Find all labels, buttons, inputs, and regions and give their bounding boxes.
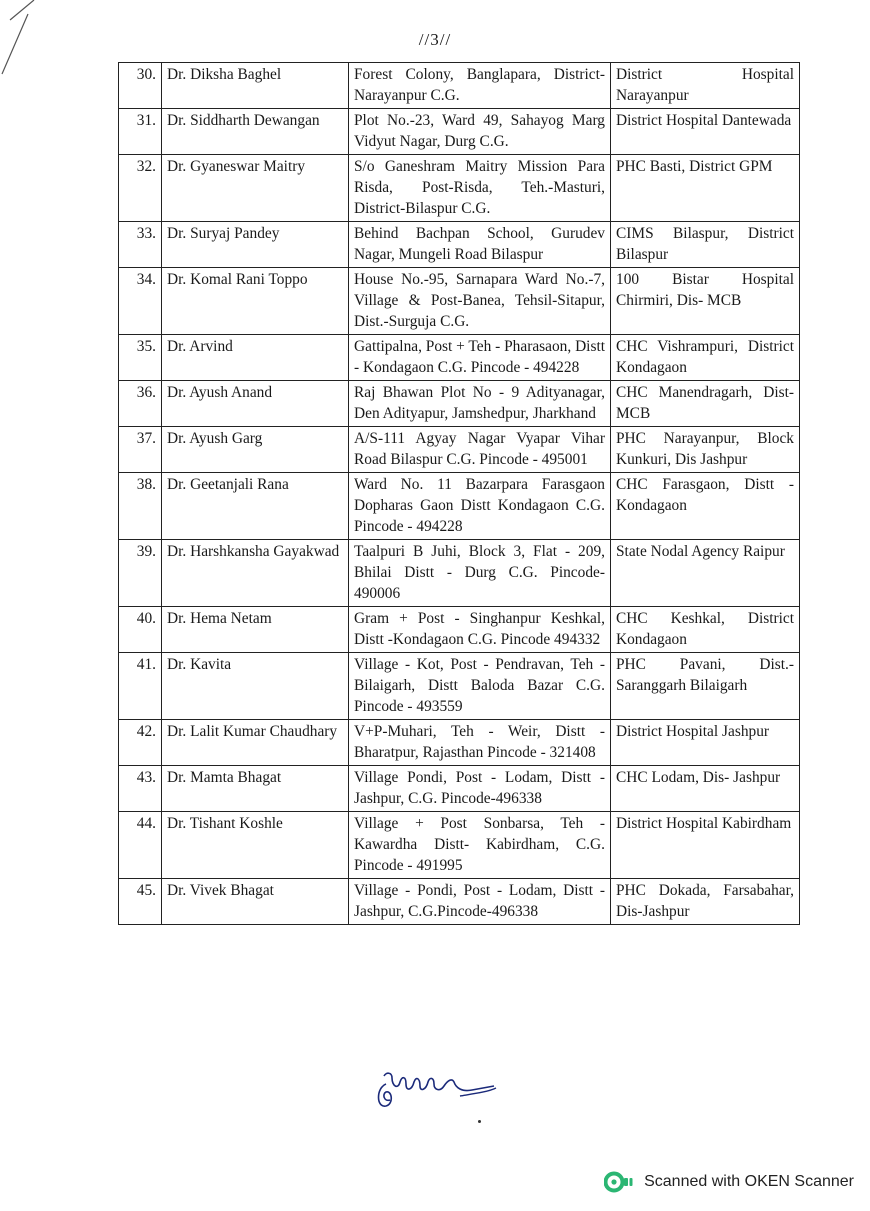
posting-place-cell: PHC Pavani, Dist.- Saranggarh Bilaigarh — [611, 653, 800, 720]
table-row — [119, 109, 800, 155]
table-row — [119, 268, 800, 335]
serial-number-cell: 44. — [119, 812, 162, 879]
doctor-posting-table — [118, 62, 800, 925]
doctor-name-cell: Dr. Vivek Bhagat — [162, 879, 349, 925]
ink-speck — [478, 1120, 481, 1123]
posting-place-cell: CHC Farasgaon, Distt - Kondagaon — [611, 473, 800, 540]
oken-scanner-logo-icon — [604, 1171, 634, 1193]
doctor-name-cell: Dr. Siddharth Dewangan — [162, 109, 349, 155]
posting-place-cell: CHC Keshkal, District Kondagaon — [611, 607, 800, 653]
doctor-name-cell: Dr. Arvind — [162, 335, 349, 381]
address-cell: V+P-Muhari, Teh - Weir, Distt - Bharatpur, Rajasthan Pincode - 321408 — [349, 720, 611, 766]
table-row — [119, 222, 800, 268]
serial-number-cell: 38. — [119, 473, 162, 540]
serial-number-cell: 33. — [119, 222, 162, 268]
doctor-name-cell: Dr. Suryaj Pandey — [162, 222, 349, 268]
doctor-name-cell: Dr. Gyaneswar Maitry — [162, 155, 349, 222]
serial-number-cell: 39. — [119, 540, 162, 607]
doctor-name-cell: Dr. Lalit Kumar Chaudhary — [162, 720, 349, 766]
table-row — [119, 473, 800, 540]
posting-place-cell: District Hospital Narayanpur — [611, 63, 800, 109]
address-cell: S/o Ganeshram Maitry Mission Para Risda, Post-Risda, Teh.-Masturi, District-Bilaspur C.G. — [349, 155, 611, 222]
posting-place-cell: CIMS Bilaspur, District Bilaspur — [611, 222, 800, 268]
doctor-name-cell: Dr. Diksha Baghel — [162, 63, 349, 109]
serial-number-cell: 43. — [119, 766, 162, 812]
table-row — [119, 155, 800, 222]
doctor-name-cell: Dr. Ayush Garg — [162, 427, 349, 473]
posting-place-cell: CHC Vishrampuri, District Kondagaon — [611, 335, 800, 381]
scanner-watermark-text: Scanned with OKEN Scanner — [644, 1173, 854, 1190]
posting-place-cell: District Hospital Dantewada — [611, 109, 800, 155]
doctor-name-cell: Dr. Harshkansha Gayakwad — [162, 540, 349, 607]
address-cell: Gattipalna, Post + Teh - Pharasaon, Distt - Kondagaon C.G. Pincode - 494228 — [349, 335, 611, 381]
serial-number-cell: 35. — [119, 335, 162, 381]
table-row — [119, 653, 800, 720]
serial-number-cell: 31. — [119, 109, 162, 155]
posting-place-cell: CHC Lodam, Dis- Jashpur — [611, 766, 800, 812]
address-cell: Village + Post Sonbarsa, Teh - Kawardha Distt- Kabirdham, C.G. Pincode - 491995 — [349, 812, 611, 879]
address-cell: Ward No. 11 Bazarpara Farasgaon Dopharas Gaon Distt Kondagaon C.G. Pincode - 494228 — [349, 473, 611, 540]
serial-number-cell: 36. — [119, 381, 162, 427]
posting-place-cell: CHC Manendragarh, Dist- MCB — [611, 381, 800, 427]
serial-number-cell: 30. — [119, 63, 162, 109]
posting-place-cell: PHC Dokada, Farsabahar, Dis-Jashpur — [611, 879, 800, 925]
posting-place-cell: District Hospital Kabirdham — [611, 812, 800, 879]
doctor-name-cell: Dr. Tishant Koshle — [162, 812, 349, 879]
doctor-name-cell: Dr. Ayush Anand — [162, 381, 349, 427]
table-row — [119, 540, 800, 607]
address-cell: Village - Kot, Post - Pendravan, Teh - Bilaigarh, Distt Baloda Bazar C.G. Pincode - 493559 — [349, 653, 611, 720]
posting-place-cell: District Hospital Jashpur — [611, 720, 800, 766]
table-row — [119, 766, 800, 812]
serial-number-cell: 45. — [119, 879, 162, 925]
address-cell: Gram + Post - Singhanpur Keshkal, Distt -Kondagaon C.G. Pincode 494332 — [349, 607, 611, 653]
table-row — [119, 812, 800, 879]
table-row — [119, 720, 800, 766]
doctor-name-cell: Dr. Hema Netam — [162, 607, 349, 653]
serial-number-cell: 42. — [119, 720, 162, 766]
address-cell: Forest Colony, Banglapara, District-Narayanpur C.G. — [349, 63, 611, 109]
address-cell: Raj Bhawan Plot No - 9 Adityanagar, Den Adityapur, Jamshedpur, Jharkhand — [349, 381, 611, 427]
table-row — [119, 381, 800, 427]
address-cell: Taalpuri B Juhi, Block 3, Flat - 209, Bhilai Distt - Durg C.G. Pincode-490006 — [349, 540, 611, 607]
serial-number-cell: 34. — [119, 268, 162, 335]
address-cell: Village - Pondi, Post - Lodam, Distt - Jashpur, C.G.Pincode-496338 — [349, 879, 611, 925]
posting-place-cell: State Nodal Agency Raipur — [611, 540, 800, 607]
serial-number-cell: 32. — [119, 155, 162, 222]
scanner-watermark — [604, 1171, 854, 1193]
doctor-name-cell: Dr. Mamta Bhagat — [162, 766, 349, 812]
signature — [372, 1068, 512, 1114]
posting-place-cell: 100 Bistar Hospital Chirmiri, Dis- MCB — [611, 268, 800, 335]
table-row — [119, 607, 800, 653]
serial-number-cell: 37. — [119, 427, 162, 473]
address-cell: Village Pondi, Post - Lodam, Distt -Jashpur, C.G. Pincode-496338 — [349, 766, 611, 812]
doctor-name-cell: Dr. Kavita — [162, 653, 349, 720]
doctor-name-cell: Dr. Komal Rani Toppo — [162, 268, 349, 335]
table-row — [119, 879, 800, 925]
table-row — [119, 427, 800, 473]
posting-place-cell: PHC Narayanpur, Block Kunkuri, Dis Jashpur — [611, 427, 800, 473]
address-cell: Behind Bachpan School, Gurudev Nagar, Mungeli Road Bilaspur — [349, 222, 611, 268]
doctor-name-cell: Dr. Geetanjali Rana — [162, 473, 349, 540]
page-number: //3// — [418, 30, 452, 49]
posting-place-cell: PHC Basti, District GPM — [611, 155, 800, 222]
address-cell: House No.-95, Sarnapara Ward No.-7, Village & Post-Banea, Tehsil-Sitapur, Dist.-Surguja C.G. — [349, 268, 611, 335]
serial-number-cell: 40. — [119, 607, 162, 653]
address-cell: Plot No.-23, Ward 49, Sahayog Marg Vidyut Nagar, Durg C.G. — [349, 109, 611, 155]
serial-number-cell: 41. — [119, 653, 162, 720]
table-row — [119, 63, 800, 109]
table-row — [119, 335, 800, 381]
address-cell: A/S-111 Agyay Nagar Vyapar Vihar Road Bilaspur C.G. Pincode - 495001 — [349, 427, 611, 473]
